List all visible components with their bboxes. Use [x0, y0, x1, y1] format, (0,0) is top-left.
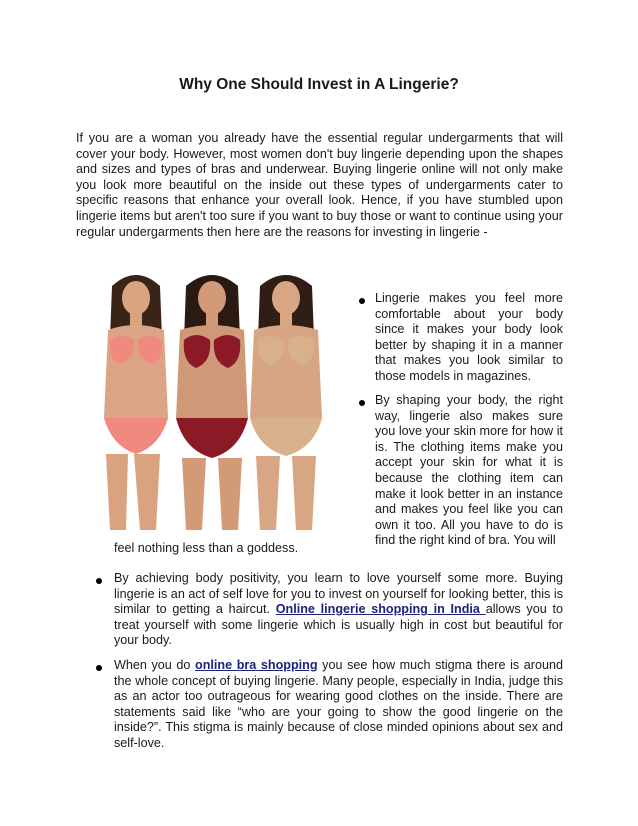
model-nude — [250, 275, 322, 530]
bullet-dot — [96, 665, 102, 671]
bullet-item-2-continuation: feel nothing less than a goddess. — [114, 541, 299, 555]
model-coral — [104, 275, 168, 530]
bullet-item-3-text: By achieving body positivity, you learn to love yourself some more. Buying lingerie is an act of self love for you to invest on yourself for looking better, this is similar to getting a haircut. — [114, 571, 563, 617]
bullet-dot — [96, 578, 102, 584]
intro-paragraph: If you are a woman you already have the essential regular undergarments that will cover your body. However, most women don't buy lingerie depending upon the shapes and sizes and types of bras and underwear. Buying lingerie online will not only make you look more beautiful on the inside out these types of undergarments cater to specific reasons that enhance your overall look. Hence, if you have stumbled upon lingerie items but aren't too sure if you want to buy those or want to continue using your regular undergarments then here are the reasons for investing in lingerie - — [76, 131, 563, 239]
online-lingerie-shopping-link[interactable]: Online lingerie shopping in India — [275, 602, 486, 617]
bullet-dot — [359, 400, 365, 406]
document-title: Why One Should Invest in A Lingerie? — [179, 76, 459, 93]
bullet-item-1: Lingerie makes you feel more comfortable about your body since it makes your body look better by shaping it in a manner that makes you look similar to those models in magazines. — [375, 291, 563, 383]
model-maroon — [176, 275, 248, 530]
bullet-item-4-text: When you do — [114, 658, 196, 672]
bullet-item-3-text-end: allows you to treat yourself with some lingerie which is usually high in cost but beautiful for your body. — [114, 602, 563, 648]
product-photo — [98, 268, 330, 534]
bullet-dot — [359, 298, 365, 304]
bullet-item-3 — [114, 571, 563, 649]
bullet-item-4-text-end: you see how much stigma there is around the whole concept of buying lingerie. Many people, especially in India, judge this as an actor too outrageous for wearing good clothes on the inside. There are statements said like “who are your going to show the good lingerie on the inside?”. This stigma is mainly because of close minded opinions about sex and self-love. — [114, 658, 563, 750]
bullet-item-4 — [114, 658, 563, 752]
online-bra-shopping-link[interactable]: online bra shopping — [195, 658, 318, 672]
bullet-item-2: By shaping your body, the right way, lingerie also makes sure you love your skin more for how it is. The clothing items make you accept your skin for what it is because the clothing item can make it look better in an instance and makes you feel like you can own it too. All you have to do is find the right kind of bra. You will — [375, 393, 563, 548]
